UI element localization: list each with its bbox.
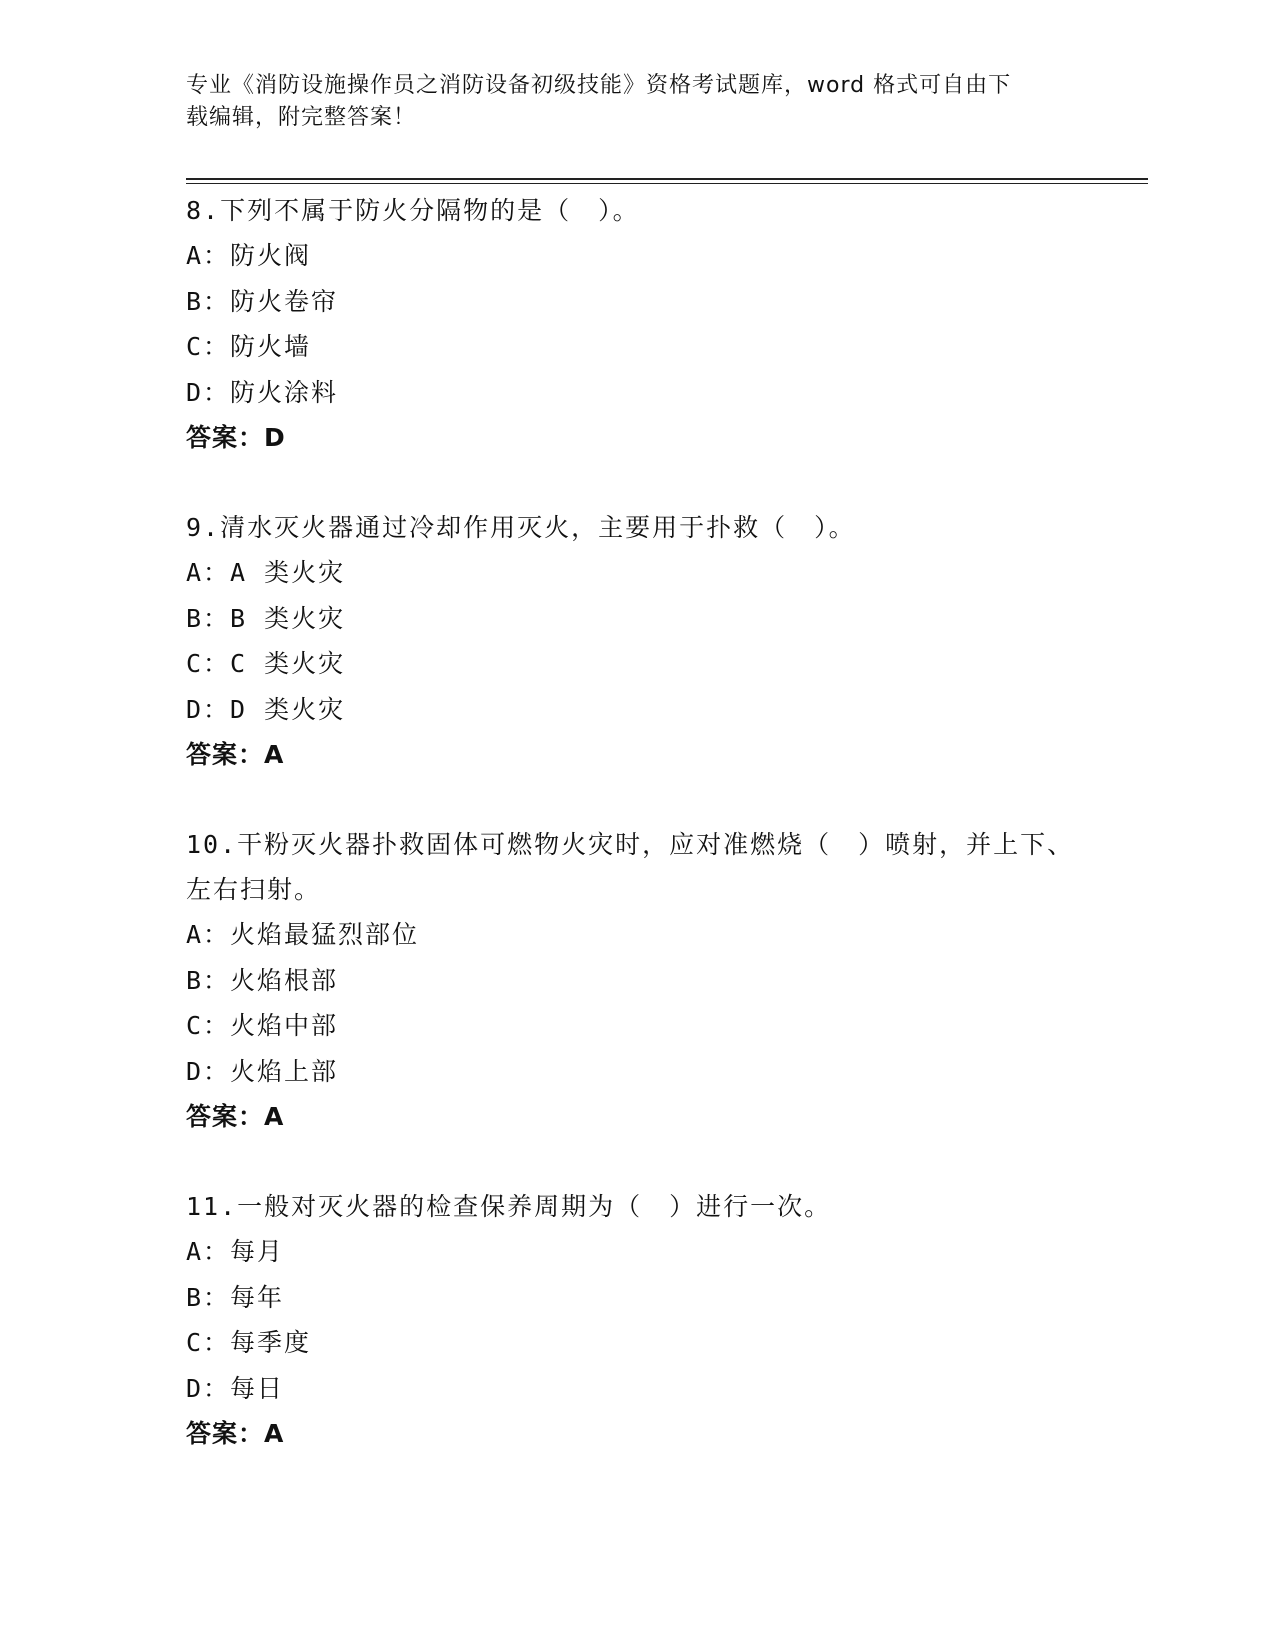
question-10	[186, 822, 1086, 1139]
option-c: C：每季度	[186, 1328, 312, 1357]
header-divider-thin	[186, 183, 1148, 184]
option-c: C：C 类火灾	[186, 649, 346, 678]
option-c: C：防火墙	[186, 332, 312, 361]
document-header	[186, 70, 1066, 134]
answer: 答案：A	[186, 740, 285, 769]
option-b: B：每年	[186, 1282, 285, 1312]
question-9	[186, 505, 1086, 777]
answer: 答案：A	[186, 1102, 285, 1131]
option-d: D：防火涂料	[186, 377, 339, 407]
header-line-2: 载编辑，附完整答案！	[186, 105, 417, 130]
answer: 答案：D	[186, 423, 286, 452]
question-stem: 11.一般对灭火器的检查保养周期为（ ）进行一次。	[186, 1192, 832, 1221]
question-stem: 8.下列不属于防火分隔物的是（ ）。	[186, 196, 640, 225]
header-divider-thick	[186, 178, 1148, 180]
option-a: A：A 类火灾	[186, 558, 346, 587]
question-stem: 9.清水灭火器通过冷却作用灭火，主要用于扑救（ ）。	[186, 513, 856, 542]
option-b: B：火焰根部	[186, 965, 339, 995]
option-d: D：D 类火灾	[186, 694, 346, 724]
header-line-1: 专业《消防设施操作员之消防设备初级技能》资格考试题库，word 格式可自由下	[186, 73, 1012, 98]
question-spacer	[186, 777, 1086, 822]
option-a: A：火焰最猛烈部位	[186, 920, 420, 949]
answer: 答案：A	[186, 1419, 285, 1448]
question-list	[186, 188, 1086, 1456]
question-spacer	[186, 1139, 1086, 1184]
option-a: A：防火阀	[186, 241, 312, 270]
option-d: D：每日	[186, 1373, 285, 1403]
question-stem: 10.干粉灭火器扑救固体可燃物火灾时，应对准燃烧（ ）喷射，并上下、左右扫射。	[186, 830, 1075, 904]
question-11	[186, 1184, 1086, 1456]
option-d: D：火焰上部	[186, 1056, 339, 1086]
option-a: A：每月	[186, 1237, 285, 1266]
question-spacer	[186, 460, 1086, 505]
question-8	[186, 188, 1086, 460]
option-c: C：火焰中部	[186, 1011, 339, 1040]
option-b: B：B 类火灾	[186, 603, 346, 633]
option-b: B：防火卷帘	[186, 286, 339, 316]
